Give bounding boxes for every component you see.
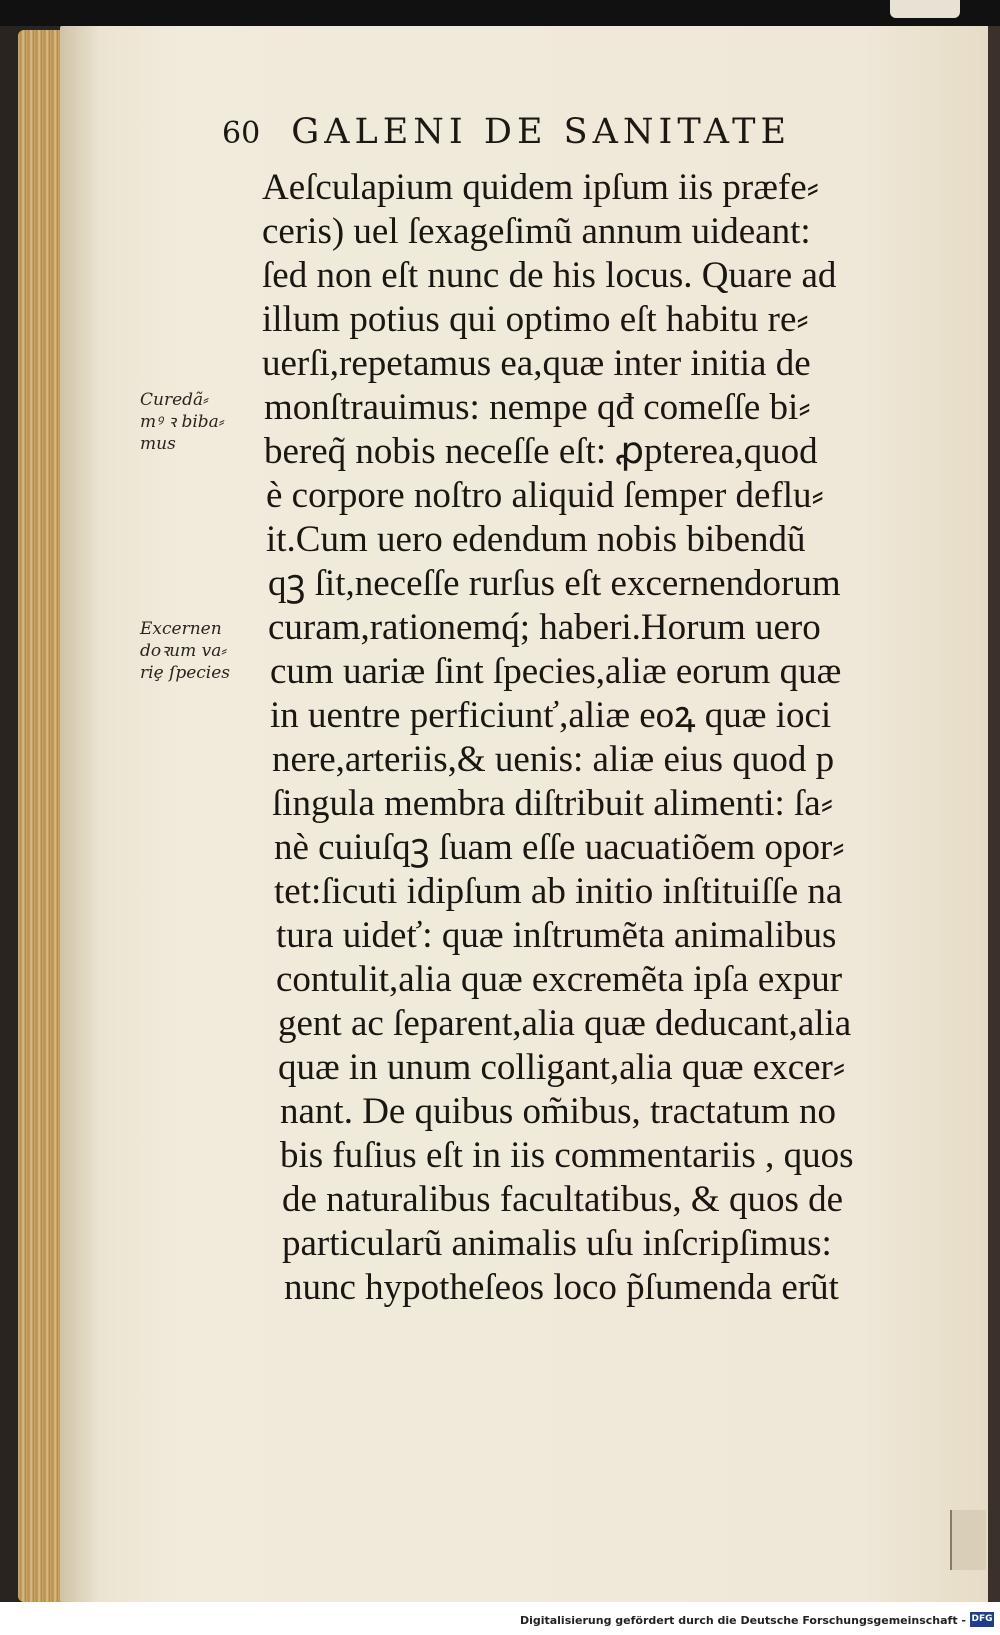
- text-line: tura uideť: quæ inſtrumẽta animalibus: [276, 915, 837, 956]
- running-head: [222, 112, 791, 152]
- text-line: monſtrauimus: nempe qđ comeſſe bi⸗: [264, 387, 811, 428]
- text-line: quæ in unum colligant,alia quæ excer⸗: [278, 1047, 846, 1088]
- paper-scrap: [890, 0, 960, 18]
- margin-note-line: mus: [140, 434, 176, 454]
- text-line: cum uariæ ſint ſpecies,aliæ eorum quæ: [270, 651, 842, 692]
- top-dark-strip: [0, 0, 1000, 26]
- text-line: contulit,alia quæ excremẽta ipſa expur: [276, 959, 843, 1000]
- text-line: it.Cum uero edendum nobis bibendũ: [266, 519, 806, 560]
- dfg-logo: DFG: [970, 1612, 994, 1627]
- text-line: qꝫ ſit,neceſſe rurſus eſt excernendorum: [268, 563, 841, 604]
- text-line: è corpore noſtro aliquid ſemper deflu⸗: [266, 475, 824, 516]
- text-line: particularũ animalis uſu inſcripſimus:: [282, 1223, 832, 1264]
- text-line: nant. De quibus om̃ibus, tractatum no: [280, 1091, 836, 1132]
- text-line: de naturalibus facultatibus, & quos de: [282, 1179, 844, 1220]
- page-right-shadow: [988, 26, 1000, 1602]
- text-line: ceris) uel ſexageſimũ annum uideant:: [262, 211, 811, 252]
- margin-note-1: [140, 389, 268, 455]
- text-line: tet:ſicuti idipſum ab initio inſtituiſſe na: [274, 871, 843, 912]
- text-line: nere,arteriis,& uenis: aliæ eius quod p: [272, 739, 835, 780]
- text-line: nunc hypotheſeos loco p̃ſumenda erũt: [284, 1267, 839, 1308]
- margin-note-line: doꝛum va⸗: [140, 641, 228, 661]
- text-line: bis fuſius eſt in iis commentariis , quos: [280, 1135, 854, 1176]
- margin-note-line: mꝰ ꝛ biba⸗: [140, 412, 225, 432]
- text-line: curam,rationemq́; haberi.Horum uero: [268, 607, 821, 648]
- running-title: GALENI DE SANITATE: [291, 112, 792, 152]
- text-line: Aeſculapium quidem ipſum iis præfe⸗: [262, 167, 819, 208]
- text-line: gent ac ſeparent,alia quæ deducant,alia: [278, 1003, 852, 1044]
- text-line: illum potius qui optimo eſt habitu re⸗: [262, 299, 809, 340]
- page-number: 60: [222, 116, 261, 151]
- text-line: nè cuiuſqꝫ ſuam eſſe uacuatiõem opor⸗: [274, 827, 845, 868]
- text-line: ſingula membra diſtribuit alimenti: ſa⸗: [272, 783, 834, 824]
- digitization-credit: Digitalisierung gefördert durch die Deutsche Forschungsgemeinschaft -: [519, 1614, 966, 1627]
- text-line: bereq̃ nobis neceſſe eſt: ꝓpterea,quod: [264, 431, 818, 472]
- text-line: uerſi,repetamus ea,quæ inter initia de: [262, 343, 811, 384]
- page-corner-mark: [950, 1510, 986, 1570]
- text-line: in uentre perficiunť,aliæ eoꝝ quæ ioci: [270, 695, 832, 736]
- margin-note-line: riȩ ſpecies: [140, 663, 231, 683]
- margin-note-2: [140, 618, 268, 684]
- text-line: ſed non eſt nunc de his locus. Quare ad: [262, 255, 837, 296]
- margin-note-line: Curedã⸗: [140, 390, 209, 410]
- margin-note-line: Excernen: [140, 619, 222, 639]
